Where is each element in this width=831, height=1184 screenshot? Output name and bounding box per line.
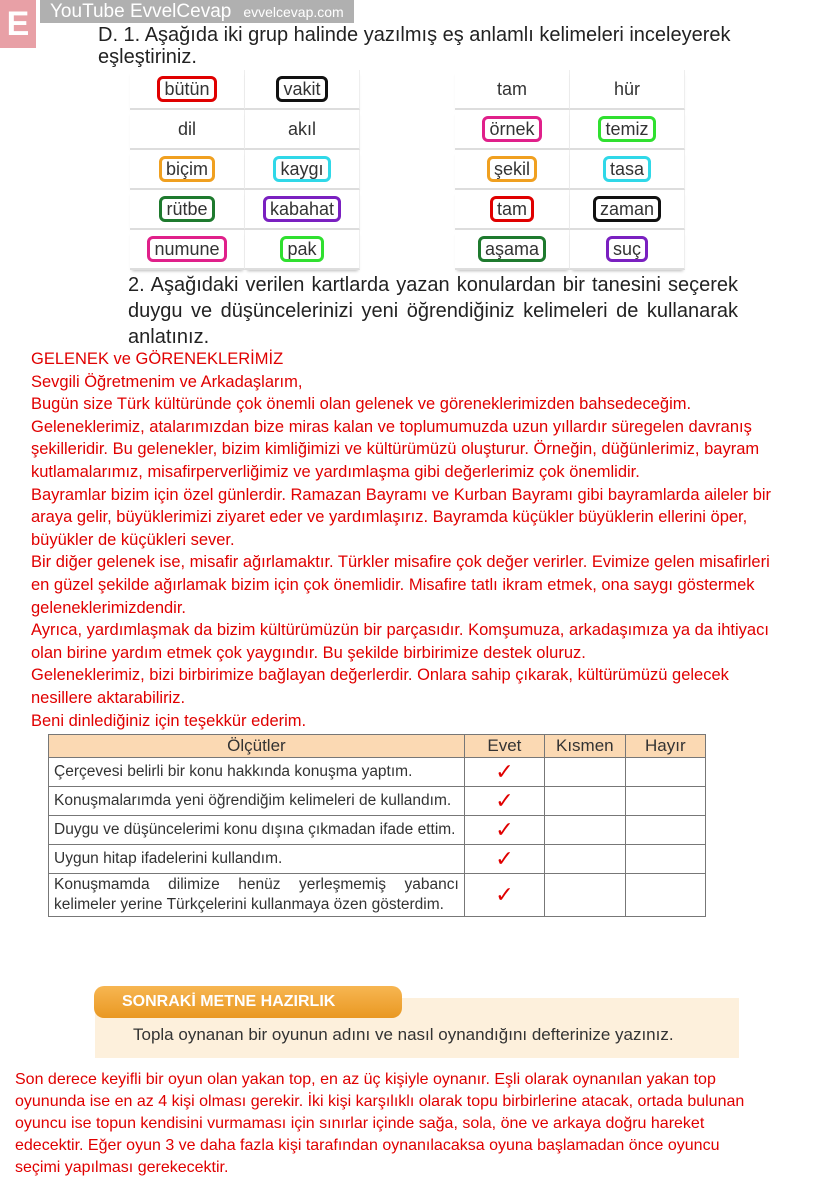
word: kaygı: [273, 156, 330, 182]
watermark-line2: evvelcevap.com: [243, 4, 344, 20]
evvelcevap-logo: E: [0, 0, 36, 48]
kismen-cell: [545, 845, 626, 874]
essay-line: Geleneklerimiz, bizi birbirimize bağlayan değerlerdir. Onlara sahip çıkarak, kültürümüzü gelecek: [31, 666, 729, 685]
header-hayir: Hayır: [625, 735, 705, 758]
word: suç: [606, 236, 648, 262]
word: zaman: [593, 196, 661, 222]
word-card: [245, 190, 360, 230]
answer-line: Son derece keyifli bir oyun olan yakan top, en az üç kişiyle oynanır. Eşli olarak oynanılan yakan top: [15, 1071, 716, 1088]
answer-line: seçimi yapılması gerekecektir.: [15, 1159, 229, 1176]
kismen-cell: [545, 816, 626, 845]
criterion-text: Konuşmamda dilimize henüz yerleşmemiş yabancı kelimeler yerine Türkçelerini kullanmaya özen gösterdim.: [49, 874, 465, 917]
word: aşama: [478, 236, 546, 262]
table-row: [49, 787, 706, 816]
table-row: [49, 758, 706, 787]
essay-line: büyükler de küçükleri sever.: [31, 530, 235, 549]
answer-line: oyununda ise en az 4 kişi olması gerekir. İki kişi karşılıklı olarak topu birbirlerine atacak, ortada bulunan: [15, 1093, 745, 1110]
criterion-text: Çerçevesi belirli bir konu hakkında konuşma yaptım.: [49, 758, 465, 787]
word: vakit: [276, 76, 327, 102]
word-card: [245, 150, 360, 190]
kismen-cell: [545, 758, 626, 787]
word: örnek: [482, 116, 541, 142]
word: dil: [177, 119, 196, 139]
evaluation-table: [48, 734, 706, 917]
word-card: [455, 230, 570, 270]
word-card: [245, 70, 360, 110]
essay-line: Bugün size Türk kültüründe çok önemli olan gelenek ve göreneklerimizden bahsedeceğim.: [31, 395, 692, 414]
essay-line: nesillere aktarabiliriz.: [31, 688, 186, 707]
word: numune: [147, 236, 226, 262]
word: rütbe: [159, 196, 214, 222]
hayir-cell: [625, 874, 705, 917]
right-word-grid: [455, 70, 685, 270]
kismen-cell: [545, 874, 626, 917]
essay-line: Bir diğer gelenek ise, misafir ağırlamaktır. Türkler misafire çok değer verirler. Evimize gelen misafirleri: [31, 553, 770, 572]
word-card: [570, 150, 685, 190]
word: akıl: [287, 119, 316, 139]
hayir-cell: [625, 758, 705, 787]
essay-line: Sevgili Öğretmenim ve Arkadaşlarım,: [31, 372, 303, 391]
essay-line: araya gelir, büyüklerimizi ziyaret eder ve yardımlaşırız. Bayramda küçükler büyüklerin ellerini öper,: [31, 508, 748, 527]
essay-line: Beni dinlediğiniz için teşekkür ederim.: [31, 711, 307, 730]
essay-line: Bayramlar bizim için özel günlerdir. Ramazan Bayramı ve Kurban Bayramı gibi bayramlarda aileler bir: [31, 485, 772, 504]
check-icon: ✓: [464, 758, 544, 787]
table-row: [49, 874, 706, 917]
check-icon: ✓: [464, 816, 544, 845]
hayir-cell: [625, 816, 705, 845]
essay-line: geleneklerimizdendir.: [31, 598, 187, 617]
word-card: [570, 190, 685, 230]
criterion-text: Konuşmalarımda yeni öğrendiğim kelimeleri de kullandım.: [49, 787, 465, 816]
bottom-answer: [15, 1069, 815, 1179]
word-card: [130, 150, 245, 190]
essay-line: en güzel şekilde ağırlamak bizim için çok önemlidir. Misafire tatlı ikram etmek, ona saygı göstermek: [31, 575, 755, 594]
word: tam: [490, 196, 534, 222]
word-card: [130, 230, 245, 270]
hayir-cell: [625, 845, 705, 874]
word-card: [455, 70, 570, 110]
criterion-text: Uygun hitap ifadelerini kullandım.: [49, 845, 465, 874]
header-criteria: Ölçütler: [49, 735, 465, 758]
word-card: [245, 110, 360, 150]
word-card: [455, 110, 570, 150]
watermark-line1: YouTube EvvelCevap: [50, 1, 232, 22]
word-card: [570, 70, 685, 110]
next-task-text: Topla oynanan bir oyunun adını ve nasıl oynandığını defterinize yazınız.: [133, 1025, 674, 1044]
word-card: [455, 190, 570, 230]
word-card: [245, 230, 360, 270]
word-card: [130, 190, 245, 230]
question-2: 2. Aşağıdaki verilen kartlarda yazan konulardan bir tanesini seçerek duygu ve düşüncelerinizi yeni öğrendiğiniz kelimeleri de kullanarak anlatınız.: [128, 274, 738, 348]
word-card: [130, 110, 245, 150]
essay-line: kutlamalarımız, misafirperverliğimiz ve yardımlaşma gibi değerlerimiz çok önemlidir.: [31, 462, 640, 481]
next-section-title: SONRAKİ METNE HAZIRLIK: [94, 986, 402, 1018]
essay-line: olan birine yardım etmek çok yaygındır. Bu şekilde birbirimize destek oluruz.: [31, 643, 586, 662]
table-row: [49, 816, 706, 845]
hayir-cell: [625, 787, 705, 816]
header-kismen: Kısmen: [545, 735, 626, 758]
question-1: D. 1. Aşağıda iki grup halinde yazılmış eş anlamlı kelimeleri inceleyerek eşleştiriniz.: [98, 24, 731, 68]
essay-answer: [31, 348, 821, 732]
word: tasa: [603, 156, 651, 182]
header-evet: Evet: [464, 735, 544, 758]
word: bütün: [157, 76, 216, 102]
essay-line: Geleneklerimiz, atalarımızdan bize miras kalan ve toplumumuzda uzun yıllardır süregelen davranış: [31, 417, 752, 436]
word-card: [130, 70, 245, 110]
essay-line: şekilleridir. Bu gelenekler, bizim kimliğimizi ve kültürümüzü oluşturur. Örneğin, düğünlerimiz, bayram: [31, 440, 760, 459]
word: tam: [496, 79, 527, 99]
check-icon: ✓: [464, 787, 544, 816]
check-icon: ✓: [464, 845, 544, 874]
word: temiz: [598, 116, 655, 142]
criterion-text: Duygu ve düşüncelerimi konu dışına çıkmadan ifade ettim.: [49, 816, 465, 845]
word: biçim: [159, 156, 215, 182]
essay-line: Ayrıca, yardımlaşmak da bizim kültürümüzün bir parçasıdır. Komşumuza, arkadaşımıza ya da ihtiyacı: [31, 621, 769, 640]
check-icon: ✓: [464, 874, 544, 917]
word: kabahat: [263, 196, 341, 222]
word: hür: [613, 79, 640, 99]
word: pak: [280, 236, 323, 262]
answer-line: oyuncu ise topun kendisini vurmaması için sınırlar içinde sağa, sola, öne ve arkaya doğru hareket: [15, 1115, 705, 1132]
word: şekil: [487, 156, 537, 182]
word-card: [570, 110, 685, 150]
answer-line: edecektir. Eğer oyun 3 ve daha fazla kişi tarafından oynanılacaksa oyuna başlamadan önce oyuncu: [15, 1137, 720, 1154]
kismen-cell: [545, 787, 626, 816]
word-card: [455, 150, 570, 190]
word-card: [570, 230, 685, 270]
table-row: [49, 845, 706, 874]
watermark: [40, 0, 354, 23]
essay-line: GELENEK ve GÖRENEKLERİMİZ: [31, 350, 284, 368]
left-word-grid: [130, 70, 360, 270]
